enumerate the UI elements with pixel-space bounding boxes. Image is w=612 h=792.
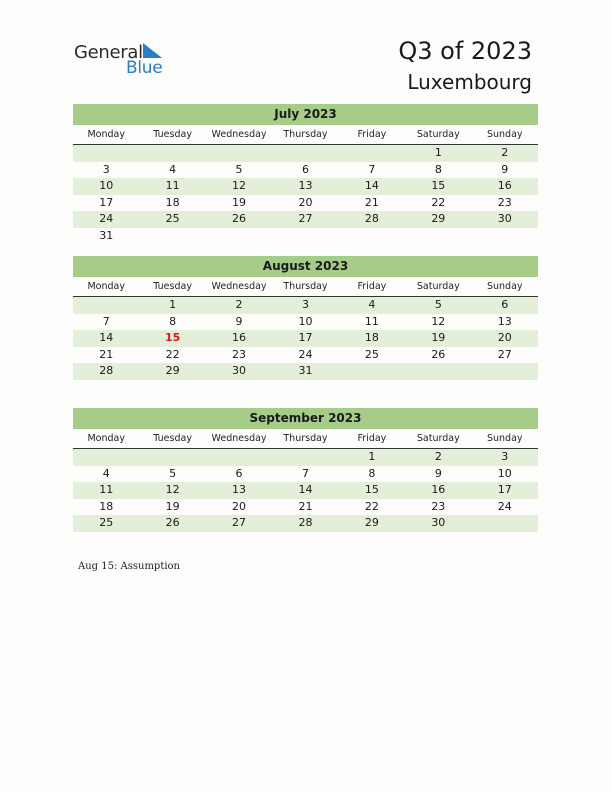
week-row [73, 195, 538, 212]
day-cell: 25 [364, 347, 379, 361]
day-cell: 13 [232, 483, 247, 496]
week-row [73, 347, 538, 364]
day-cell [339, 145, 405, 162]
week-row [73, 449, 538, 466]
day-cell: 20 [232, 499, 247, 513]
day-cell: 1 [368, 450, 376, 463]
day-cell [339, 363, 405, 380]
day-cell [139, 145, 205, 162]
week-row [73, 314, 538, 331]
day-cell: 14 [298, 483, 313, 496]
weekday-label: Thursday [283, 433, 328, 444]
day-cell: 1 [169, 298, 177, 311]
day-cell [272, 449, 338, 466]
week-row [73, 145, 538, 162]
day-cell: 5 [434, 298, 442, 311]
country-name: Luxembourg [407, 70, 532, 94]
day-cell [339, 228, 405, 245]
week-row [73, 228, 538, 245]
day-cell: 17 [298, 331, 313, 344]
day-cell: 30 [497, 212, 512, 225]
weeks [73, 449, 538, 532]
weekday-label: Friday [357, 281, 387, 292]
day-cell [139, 228, 205, 245]
day-cell: 10 [298, 314, 313, 328]
day-cell: 14 [99, 331, 114, 344]
day-cell: 27 [298, 212, 313, 225]
weekday-label: Sunday [486, 281, 523, 292]
weekday-label: Thursday [283, 281, 328, 292]
day-cell [73, 297, 139, 314]
month-title: July 2023 [73, 104, 538, 125]
day-cell: 25 [99, 516, 114, 529]
day-cell: 14 [364, 179, 379, 192]
week-row [73, 330, 538, 347]
day-cell: 13 [298, 179, 313, 192]
day-cell: 30 [232, 364, 247, 377]
day-cell [405, 363, 471, 380]
day-cell: 26 [232, 212, 247, 225]
day-cell: 29 [431, 212, 446, 225]
day-cell: 19 [431, 331, 446, 344]
month-september [73, 408, 538, 532]
day-cell: 1 [434, 146, 442, 159]
day-cell: 6 [501, 298, 509, 311]
day-cell: 28 [298, 516, 313, 529]
day-cell: 21 [364, 195, 379, 209]
day-cell: 18 [165, 195, 180, 209]
day-cell: 6 [301, 162, 309, 176]
weekday-label: Monday [87, 433, 125, 444]
day-cell: 4 [368, 298, 376, 311]
weekday-label: Tuesday [153, 281, 192, 292]
weeks [73, 145, 538, 244]
day-cell: 26 [431, 347, 446, 361]
month-title: September 2023 [73, 408, 538, 429]
day-cell [206, 145, 272, 162]
weekday-label: Friday [357, 433, 387, 444]
day-cell: 25 [165, 212, 180, 225]
day-cell: 22 [364, 499, 379, 513]
day-cell [472, 515, 538, 532]
day-cell [405, 228, 471, 245]
day-cell: 24 [497, 499, 512, 513]
day-cell [272, 145, 338, 162]
day-cell [472, 363, 538, 380]
day-cell: 15 [364, 483, 379, 496]
weekday-label: Saturday [416, 433, 460, 444]
week-row [73, 211, 538, 228]
logo-text-blue: Blue [126, 58, 163, 78]
day-cell: 10 [99, 179, 114, 192]
day-cell [472, 228, 538, 245]
day-cell: 17 [99, 195, 114, 209]
day-cell: 22 [431, 195, 446, 209]
month-title: August 2023 [73, 256, 538, 277]
day-cell: 19 [165, 499, 180, 513]
logo-text-general: General [74, 42, 143, 63]
weeks [73, 297, 538, 380]
day-cell: 24 [99, 212, 114, 225]
week-row [73, 515, 538, 532]
day-cell: 8 [368, 466, 376, 480]
day-cell: 31 [298, 364, 313, 377]
day-cell: 22 [165, 347, 180, 361]
day-cell: 15 [431, 179, 446, 192]
weekday-label: Thursday [283, 129, 328, 140]
day-cell: 4 [102, 466, 110, 480]
day-cell: 29 [165, 364, 180, 377]
day-cell: 17 [497, 483, 512, 496]
day-cell: 7 [368, 162, 376, 176]
weekday-label: Tuesday [153, 129, 192, 140]
day-cell: 23 [497, 195, 512, 209]
weekday-label: Tuesday [153, 433, 192, 444]
day-cell: 8 [434, 162, 442, 176]
day-cell: 23 [431, 499, 446, 513]
day-cell: 7 [301, 466, 309, 480]
weekday-label: Wednesday [211, 433, 267, 444]
generalblue-logo [74, 42, 174, 78]
weekday-label: Friday [357, 129, 387, 140]
day-cell: 26 [165, 516, 180, 529]
month-august [73, 256, 538, 380]
day-cell: 13 [497, 314, 512, 328]
week-row [73, 178, 538, 195]
day-cell: 23 [232, 347, 247, 361]
day-cell: 9 [501, 162, 509, 176]
day-cell: 24 [298, 347, 313, 361]
day-cell: 3 [501, 450, 509, 463]
day-cell: 12 [165, 483, 180, 496]
day-cell: 3 [102, 162, 110, 176]
day-cell: 2 [235, 298, 243, 311]
day-cell: 7 [102, 314, 110, 328]
day-cell: 20 [298, 195, 313, 209]
day-cell: 27 [232, 516, 247, 529]
day-cell: 19 [232, 195, 247, 209]
weekday-label: Monday [87, 281, 125, 292]
day-cell: 2 [501, 146, 509, 159]
day-cell: 29 [364, 516, 379, 529]
day-cell: 11 [99, 483, 114, 496]
day-cell [73, 145, 139, 162]
day-cell [206, 228, 272, 245]
day-cell: 9 [434, 466, 442, 480]
weekday-header-row [73, 430, 538, 449]
day-cell: 16 [232, 331, 247, 344]
day-cell: 2 [434, 450, 442, 463]
weekday-label: Saturday [416, 281, 460, 292]
day-cell: 21 [298, 499, 313, 513]
day-cell: 10 [497, 466, 512, 480]
day-cell: 21 [99, 347, 114, 361]
weekday-label: Monday [87, 129, 125, 140]
week-row [73, 297, 538, 314]
page-title: Q3 of 2023 [398, 37, 532, 65]
day-cell: 31 [99, 228, 114, 242]
day-cell: 28 [99, 364, 114, 377]
day-cell: 5 [169, 466, 177, 480]
weekday-label: Sunday [486, 433, 523, 444]
day-cell: 16 [497, 179, 512, 192]
weekday-label: Saturday [416, 129, 460, 140]
day-cell: 4 [169, 162, 177, 176]
day-cell: 18 [99, 499, 114, 513]
day-cell: 27 [497, 347, 512, 361]
day-cell: 16 [431, 483, 446, 496]
day-cell: 6 [235, 466, 243, 480]
day-cell: 3 [301, 298, 309, 311]
day-cell: 18 [364, 331, 379, 344]
day-cell [139, 449, 205, 466]
day-cell: 5 [235, 162, 243, 176]
week-row [73, 499, 538, 516]
month-july [73, 104, 538, 244]
day-cell [73, 449, 139, 466]
day-cell: 8 [169, 314, 177, 328]
weekday-label: Wednesday [211, 281, 267, 292]
week-row [73, 466, 538, 483]
day-cell [272, 228, 338, 245]
day-cell: 11 [364, 314, 379, 328]
holiday-notes [78, 561, 180, 572]
day-cell: 9 [235, 314, 243, 328]
day-cell: 11 [165, 179, 180, 192]
logo-triangle-icon [140, 43, 162, 59]
day-cell: 12 [431, 314, 446, 328]
day-cell: 28 [364, 212, 379, 225]
week-row [73, 482, 538, 499]
week-row [73, 162, 538, 179]
day-cell: 12 [232, 179, 247, 192]
weekday-label: Sunday [486, 129, 523, 140]
day-cell [206, 449, 272, 466]
holiday-day-cell: 15 [164, 331, 181, 344]
day-cell: 20 [497, 331, 512, 344]
weekday-header-row [73, 126, 538, 145]
weekday-label: Wednesday [211, 129, 267, 140]
week-row [73, 363, 538, 380]
day-cell: 30 [431, 516, 446, 529]
holiday-note: Aug 15: Assumption [78, 561, 181, 572]
weekday-header-row [73, 278, 538, 297]
